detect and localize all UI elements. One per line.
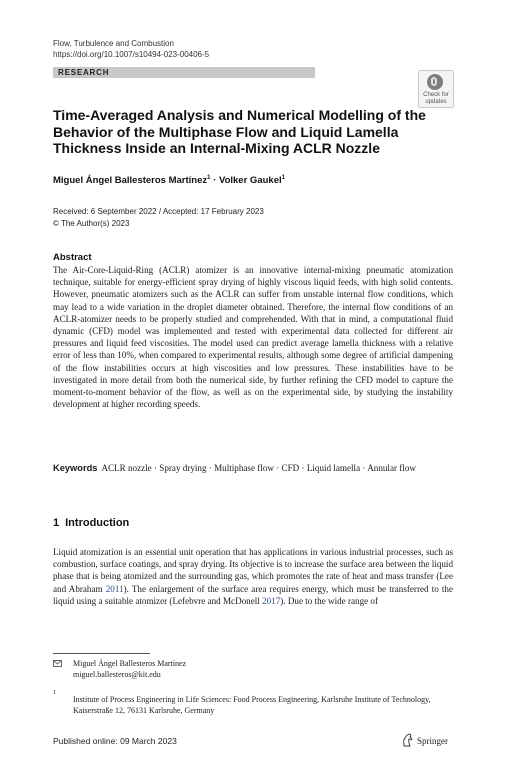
author-affil-marker: 1 xyxy=(207,175,211,181)
doi-link[interactable]: https://doi.org/10.1007/s10494-023-00406-5 xyxy=(53,50,210,59)
intro-text-part: Liquid atomization is an essential unit operation that has applications in various industrial processes, such as combustion, surface coatings, and spray drying. Its objective is to increase the surface area between the liquid phase that is being atomized and the surrounding gas, which promotes the rate of heat and mass transfer (Lee and Abraham xyxy=(53,547,453,594)
abstract-text: The Air-Core-Liquid-Ring (ACLR) atomizer is an innovative internal-mixing pneumatic atomization technique, suitable for energy-efficient spray drying of highly viscous liquid feeds, with high solid contents. However, pneumatic atomizers such as the ACLR can suffer from unstable internal flow conditions, which may lead to a wide variation in the droplet diameter obtained. Therefore, the internal flow conditions of an ACLR-atomizer needs to be properly studied and comprehended. With that in mind, a computational fluid dynamic (CFD) model was implemented and tested with experimental data collected for different air pressures and liquid feed viscosities. The model used can predict average lamella thickness with a relative error of less than 10%, when compared to experimental results, although some degree of artificial dampening of the flow instabilities occurs at high viscosities and low pressures. These instabilities have to be investigated in more detail from both the numerical side, by further refining the CFD model to capture the moment-to-moment behavior of the flow, as well as on the experimental side, by studying the instability development at higher recording speeds. xyxy=(53,265,453,410)
article-title: Time-Averaged Analysis and Numerical Modelling of the Behavior of the Multiphase Flow and Liquid Lamella Thickness Inside an Internal-Mixing ACLR Nozzle xyxy=(53,107,426,156)
check-for-updates-label xyxy=(419,92,453,105)
citation-link[interactable]: 2011 xyxy=(105,583,124,594)
received-accepted-dates: Received: 6 September 2022 / Accepted: 17 February 2023 xyxy=(53,207,264,216)
section-title: Introduction xyxy=(65,517,130,529)
section-heading xyxy=(53,517,129,529)
keyword-separator: · xyxy=(299,463,307,473)
keyword-separator: · xyxy=(151,463,160,473)
journal-name: Flow, Turbulence and Combustion xyxy=(53,39,174,48)
check-badge-line-1: Check for xyxy=(423,92,449,98)
affiliation-text: Institute of Process Engineering in Life Sciences: Food Process Engineering, Karlsruhe Institute of Technology, Kaiserstraße 12, 76131 Karlsruhe, Germany xyxy=(73,695,431,715)
author-affil-marker: 1 xyxy=(281,175,285,181)
article-type-label: RESEARCH xyxy=(58,68,110,77)
section-number: 1 xyxy=(53,517,60,529)
intro-text-part: ). Due to the wide range of xyxy=(280,595,379,606)
intro-text-part: ). The enlargement of the surface area requires energy, which must be transferred to the liquid using a suitable atomizer (Lefebvre and McDonell xyxy=(53,583,454,606)
footnote-divider xyxy=(53,653,150,654)
copyright-notice: © The Author(s) 2023 xyxy=(53,219,130,228)
check-for-updates-icon xyxy=(427,74,443,90)
envelope-icon xyxy=(53,660,62,667)
author-name[interactable]: Miguel Ángel Ballesteros Martínez xyxy=(53,175,208,187)
author-separator: · xyxy=(210,175,219,187)
introduction-text xyxy=(53,546,453,607)
check-for-updates-badge[interactable] xyxy=(418,70,454,108)
keywords-label: Keywords xyxy=(53,463,98,473)
abstract-heading: Abstract xyxy=(53,252,92,263)
corresponding-author-name: Miguel Ángel Ballesteros Martínez xyxy=(73,659,187,668)
keyword-item: CFD xyxy=(281,463,300,473)
keyword-item: Liquid lamella xyxy=(306,463,361,473)
affiliation-number: 1 xyxy=(53,690,56,696)
published-online-date: Published online: 09 March 2023 xyxy=(53,736,177,746)
author-list xyxy=(53,175,453,186)
keyword-item: Annular flow xyxy=(367,463,416,473)
check-badge-line-2: updates xyxy=(425,98,447,105)
keyword-separator: · xyxy=(273,463,282,473)
keyword-separator: · xyxy=(360,463,368,473)
keywords-list xyxy=(101,463,416,473)
keyword-item: Spray drying xyxy=(159,463,207,473)
keyword-item: Multiphase flow xyxy=(214,463,274,473)
corresponding-author-email[interactable]: miguel.ballesteros@kit.edu xyxy=(73,670,161,679)
keyword-item: ACLR nozzle xyxy=(101,463,152,473)
keywords xyxy=(53,462,453,474)
springer-horse-icon xyxy=(401,733,414,747)
keyword-separator: · xyxy=(206,463,215,473)
citation-link[interactable]: 2017 xyxy=(262,595,281,606)
publisher-name: Springer xyxy=(417,736,448,746)
author-name[interactable]: Volker Gaukel xyxy=(218,175,282,187)
